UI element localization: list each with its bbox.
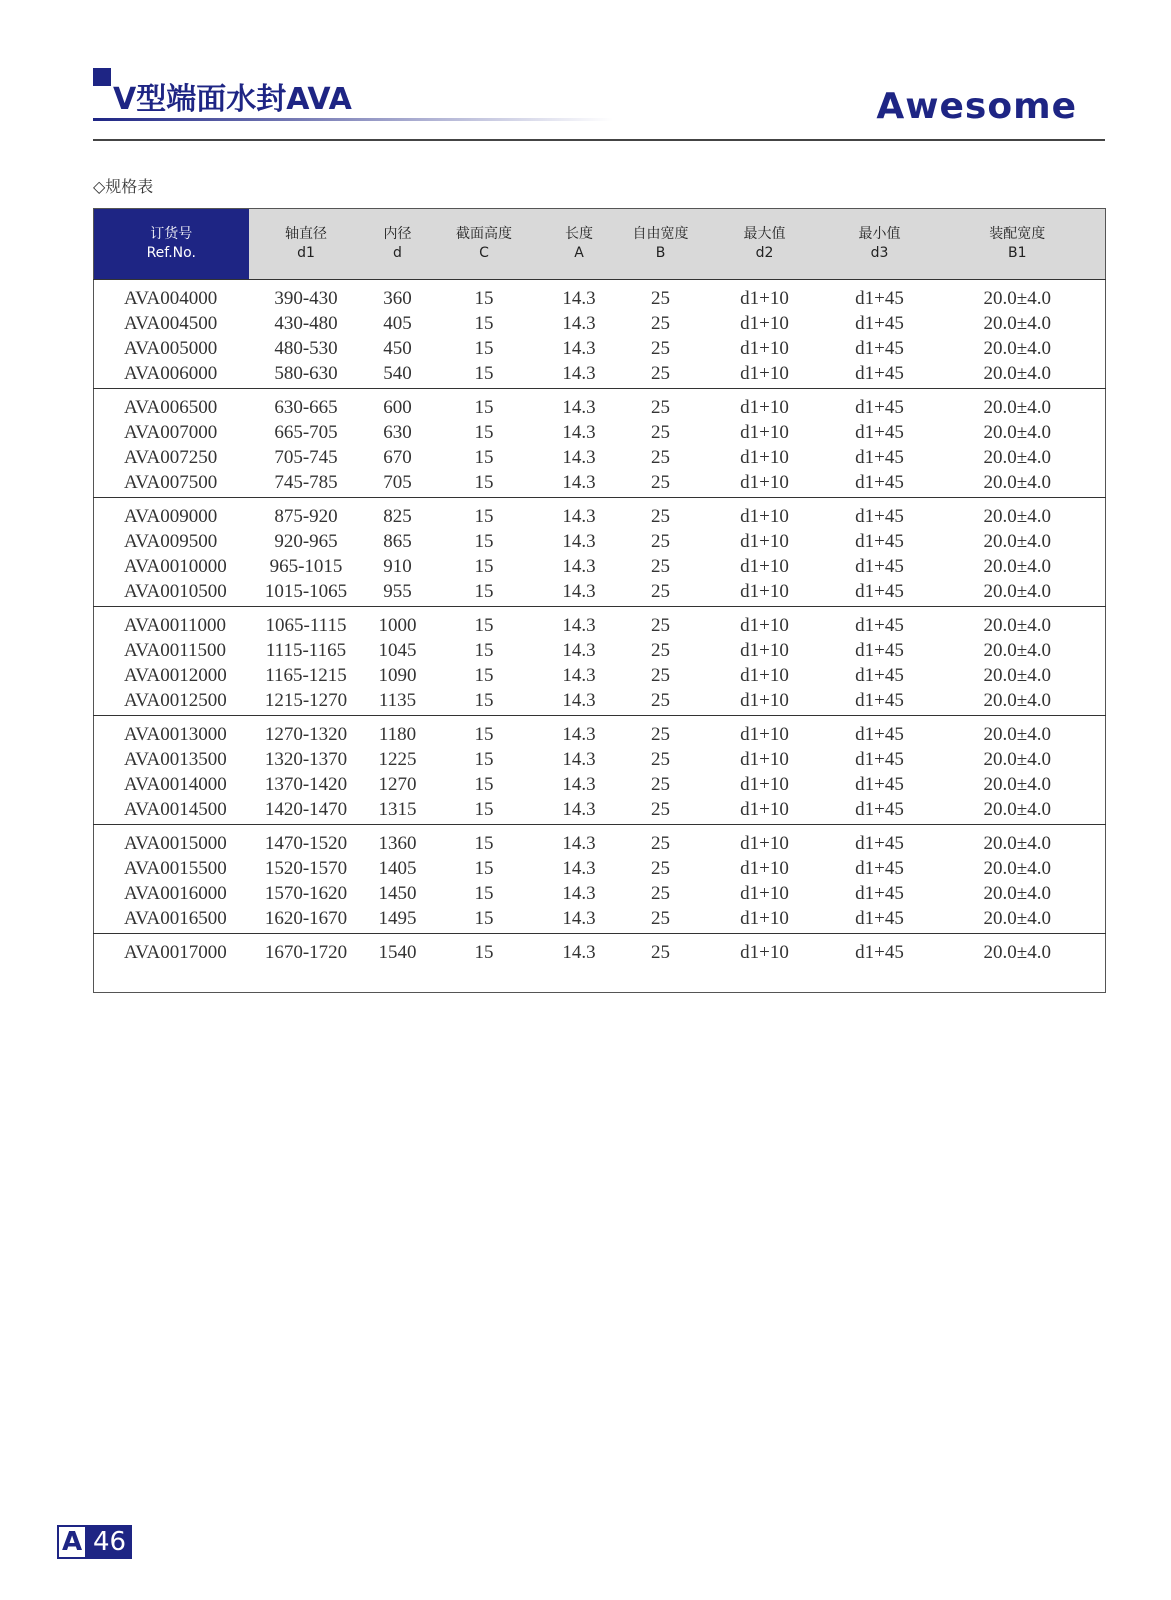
column-header-inner-diameter: 内径 d bbox=[364, 209, 432, 280]
cell-max-value: d1+10 bbox=[740, 530, 789, 552]
table-row bbox=[94, 716, 1106, 748]
cell-assembly-width: 20.0±4.0 bbox=[983, 421, 1051, 443]
cell-ref-no: AVA006500 bbox=[94, 389, 249, 421]
cell-section-height: 15 bbox=[432, 825, 537, 857]
cell-min-value: d1+45 bbox=[855, 446, 904, 468]
cell-max-value: d1+10 bbox=[740, 857, 789, 879]
cell-shaft-diameter: 580-630 bbox=[274, 362, 338, 384]
cell-inner-diameter: 1090 bbox=[378, 664, 417, 686]
cell-free-width: 25 bbox=[622, 498, 700, 530]
column-header-assembly-width: 装配宽度 B1 bbox=[930, 209, 1106, 280]
cell-assembly-width: 20.0±4.0 bbox=[983, 907, 1051, 929]
cell-inner-diameter: 405 bbox=[383, 312, 412, 334]
table-row bbox=[94, 772, 1106, 797]
cell-assembly-width: 20.0±4.0 bbox=[930, 716, 1106, 748]
cell-shaft-diameter: 1670-1720 bbox=[249, 934, 364, 968]
cell-length: 14.3 bbox=[537, 934, 622, 968]
cell-min-value: d1+45 bbox=[855, 580, 904, 602]
table-header-row bbox=[94, 209, 1106, 280]
cell-ref-no: AVA0013000 bbox=[94, 716, 249, 748]
cell-section-height: 15 bbox=[474, 362, 494, 384]
column-header-length: 长度 A bbox=[537, 209, 622, 280]
cell-section-height: 15 bbox=[474, 857, 494, 879]
cell-free-width: 25 bbox=[622, 716, 700, 748]
cell-length: 14.3 bbox=[562, 337, 596, 359]
cell-length: 14.3 bbox=[537, 607, 622, 639]
cell-free-width: 25 bbox=[651, 689, 670, 711]
cell-length: 14.3 bbox=[562, 580, 596, 602]
cell-ref-no: AVA0015500 bbox=[124, 857, 227, 879]
cell-length: 14.3 bbox=[537, 280, 622, 312]
cell-min-value: d1+45 bbox=[830, 498, 930, 530]
cell-shaft-diameter: 1470-1520 bbox=[249, 825, 364, 857]
cell-min-value: d1+45 bbox=[855, 664, 904, 686]
cell-section-height: 15 bbox=[432, 389, 537, 421]
cell-min-value: d1+45 bbox=[855, 882, 904, 904]
cell-assembly-width: 20.0±4.0 bbox=[930, 934, 1106, 968]
cell-max-value: d1+10 bbox=[700, 607, 830, 639]
cell-shaft-diameter: 1015-1065 bbox=[264, 580, 348, 602]
column-header-free-width: 自由宽度 B bbox=[622, 209, 700, 280]
cell-assembly-width: 20.0±4.0 bbox=[983, 882, 1051, 904]
cell-length: 14.3 bbox=[562, 362, 596, 384]
cell-assembly-width: 20.0±4.0 bbox=[930, 825, 1106, 857]
cell-assembly-width: 20.0±4.0 bbox=[983, 689, 1051, 711]
table-empty-cell bbox=[94, 967, 1106, 993]
cell-max-value: d1+10 bbox=[740, 689, 789, 711]
cell-section-height: 15 bbox=[474, 907, 494, 929]
cell-min-value: d1+45 bbox=[855, 639, 904, 661]
cell-section-height: 15 bbox=[474, 446, 494, 468]
brand-logo: Awesome bbox=[876, 86, 1077, 127]
cell-free-width: 25 bbox=[651, 421, 670, 443]
cell-ref-no: AVA007500 bbox=[124, 471, 218, 493]
cell-inner-diameter: 1180 bbox=[364, 716, 432, 748]
cell-free-width: 25 bbox=[651, 471, 670, 493]
table-row bbox=[94, 420, 1106, 445]
cell-min-value: d1+45 bbox=[855, 773, 904, 795]
cell-free-width: 25 bbox=[651, 530, 670, 552]
cell-section-height: 15 bbox=[432, 607, 537, 639]
cell-inner-diameter: 1045 bbox=[378, 639, 417, 661]
cell-assembly-width: 20.0±4.0 bbox=[983, 530, 1051, 552]
cell-ref-no: AVA0014000 bbox=[124, 773, 227, 795]
cell-length: 14.3 bbox=[562, 446, 596, 468]
cell-ref-no: AVA007250 bbox=[124, 446, 218, 468]
cell-max-value: d1+10 bbox=[740, 580, 789, 602]
cell-min-value: d1+45 bbox=[855, 689, 904, 711]
cell-shaft-diameter: 1065-1115 bbox=[249, 607, 364, 639]
page-number: 46 bbox=[87, 1525, 132, 1559]
cell-max-value: d1+10 bbox=[740, 664, 789, 686]
cell-shaft-diameter: 1420-1470 bbox=[264, 798, 348, 820]
cell-section-height: 15 bbox=[474, 689, 494, 711]
page-letter: A bbox=[57, 1525, 87, 1559]
cell-shaft-diameter: 965-1015 bbox=[269, 555, 343, 577]
cell-max-value: d1+10 bbox=[740, 882, 789, 904]
cell-assembly-width: 20.0±4.0 bbox=[930, 389, 1106, 421]
cell-assembly-width: 20.0±4.0 bbox=[983, 748, 1051, 770]
cell-min-value: d1+45 bbox=[855, 337, 904, 359]
cell-free-width: 25 bbox=[651, 798, 670, 820]
cell-max-value: d1+10 bbox=[740, 337, 789, 359]
cell-length: 14.3 bbox=[562, 639, 596, 661]
cell-shaft-diameter: 1520-1570 bbox=[264, 857, 348, 879]
cell-section-height: 15 bbox=[474, 421, 494, 443]
cell-inner-diameter: 705 bbox=[383, 471, 412, 493]
cell-min-value: d1+45 bbox=[830, 825, 930, 857]
cell-section-height: 15 bbox=[432, 716, 537, 748]
cell-inner-diameter: 1000 bbox=[364, 607, 432, 639]
cell-free-width: 25 bbox=[651, 555, 670, 577]
table-row bbox=[94, 663, 1106, 688]
cell-inner-diameter: 1450 bbox=[378, 882, 417, 904]
table-row bbox=[94, 554, 1106, 579]
cell-inner-diameter: 1540 bbox=[364, 934, 432, 968]
table-row bbox=[94, 529, 1106, 554]
cell-shaft-diameter: 390-430 bbox=[249, 280, 364, 312]
cell-min-value: d1+45 bbox=[830, 934, 930, 968]
table-row bbox=[94, 638, 1106, 663]
table-row bbox=[94, 934, 1106, 968]
cell-min-value: d1+45 bbox=[830, 716, 930, 748]
cell-inner-diameter: 1360 bbox=[364, 825, 432, 857]
cell-shaft-diameter: 1165-1215 bbox=[265, 664, 347, 686]
cell-free-width: 25 bbox=[651, 748, 670, 770]
cell-free-width: 25 bbox=[651, 312, 670, 334]
cell-assembly-width: 20.0±4.0 bbox=[983, 773, 1051, 795]
table-row bbox=[94, 747, 1106, 772]
cell-max-value: d1+10 bbox=[740, 748, 789, 770]
cell-ref-no: AVA005000 bbox=[124, 337, 218, 359]
page-title: V型端面水封AVA bbox=[113, 82, 352, 117]
cell-shaft-diameter: 745-785 bbox=[274, 471, 338, 493]
cell-ref-no: AVA0010500 bbox=[124, 580, 227, 602]
cell-max-value: d1+10 bbox=[740, 471, 789, 493]
cell-length: 14.3 bbox=[562, 530, 596, 552]
cell-min-value: d1+45 bbox=[855, 798, 904, 820]
cell-ref-no: AVA0012000 bbox=[124, 664, 227, 686]
cell-max-value: d1+10 bbox=[740, 421, 789, 443]
cell-max-value: d1+10 bbox=[700, 389, 830, 421]
cell-length: 14.3 bbox=[562, 689, 596, 711]
table-row bbox=[94, 579, 1106, 607]
table-row bbox=[94, 445, 1106, 470]
title-square-mark bbox=[93, 68, 111, 86]
cell-min-value: d1+45 bbox=[855, 421, 904, 443]
cell-shaft-diameter: 665-705 bbox=[274, 421, 338, 443]
cell-shaft-diameter: 1215-1270 bbox=[264, 689, 348, 711]
cell-shaft-diameter: 1570-1620 bbox=[264, 882, 348, 904]
cell-shaft-diameter: 480-530 bbox=[274, 337, 338, 359]
cell-max-value: d1+10 bbox=[740, 773, 789, 795]
column-header-ref-no: 订货号 Ref.No. bbox=[94, 209, 249, 280]
spec-table-body bbox=[94, 280, 1106, 993]
cell-section-height: 15 bbox=[474, 580, 494, 602]
cell-free-width: 25 bbox=[651, 907, 670, 929]
cell-free-width: 25 bbox=[651, 362, 670, 384]
table-row bbox=[94, 881, 1106, 906]
cell-section-height: 15 bbox=[474, 555, 494, 577]
cell-max-value: d1+10 bbox=[740, 446, 789, 468]
cell-inner-diameter: 1270 bbox=[378, 773, 417, 795]
cell-ref-no: AVA009000 bbox=[94, 498, 249, 530]
cell-assembly-width: 20.0±4.0 bbox=[983, 446, 1051, 468]
cell-length: 14.3 bbox=[562, 312, 596, 334]
cell-length: 14.3 bbox=[537, 498, 622, 530]
cell-free-width: 25 bbox=[651, 664, 670, 686]
cell-shaft-diameter: 630-665 bbox=[249, 389, 364, 421]
cell-assembly-width: 20.0±4.0 bbox=[983, 664, 1051, 686]
cell-inner-diameter: 1135 bbox=[378, 689, 417, 711]
cell-inner-diameter: 450 bbox=[383, 337, 412, 359]
cell-section-height: 15 bbox=[474, 312, 494, 334]
title-underline bbox=[93, 118, 613, 121]
cell-ref-no: AVA0010000 bbox=[124, 555, 227, 577]
cell-max-value: d1+10 bbox=[740, 362, 789, 384]
cell-inner-diameter: 1495 bbox=[378, 907, 417, 929]
cell-section-height: 15 bbox=[474, 748, 494, 770]
cell-ref-no: AVA0011000 bbox=[94, 607, 249, 639]
cell-min-value: d1+45 bbox=[855, 530, 904, 552]
cell-shaft-diameter: 875-920 bbox=[249, 498, 364, 530]
cell-ref-no: AVA007000 bbox=[124, 421, 218, 443]
cell-inner-diameter: 630 bbox=[383, 421, 412, 443]
cell-free-width: 25 bbox=[651, 446, 670, 468]
cell-shaft-diameter: 1620-1670 bbox=[264, 907, 348, 929]
section-title: ◇规格表 bbox=[93, 177, 154, 196]
column-header-min-value: 最小值 d3 bbox=[830, 209, 930, 280]
cell-length: 14.3 bbox=[562, 748, 596, 770]
column-header-shaft-diameter: 轴直径 d1 bbox=[249, 209, 364, 280]
cell-assembly-width: 20.0±4.0 bbox=[983, 471, 1051, 493]
cell-section-height: 15 bbox=[432, 498, 537, 530]
cell-shaft-diameter: 1115-1165 bbox=[265, 639, 347, 661]
cell-ref-no: AVA0013500 bbox=[124, 748, 227, 770]
table-row bbox=[94, 361, 1106, 389]
header-divider bbox=[93, 139, 1105, 141]
table-row bbox=[94, 280, 1106, 312]
cell-section-height: 15 bbox=[474, 664, 494, 686]
cell-free-width: 25 bbox=[651, 580, 670, 602]
cell-max-value: d1+10 bbox=[700, 934, 830, 968]
cell-inner-diameter: 865 bbox=[383, 530, 412, 552]
table-empty-space bbox=[94, 967, 1106, 993]
cell-section-height: 15 bbox=[474, 471, 494, 493]
cell-free-width: 25 bbox=[651, 773, 670, 795]
cell-free-width: 25 bbox=[651, 639, 670, 661]
cell-min-value: d1+45 bbox=[855, 312, 904, 334]
cell-min-value: d1+45 bbox=[830, 280, 930, 312]
cell-assembly-width: 20.0±4.0 bbox=[983, 798, 1051, 820]
cell-max-value: d1+10 bbox=[700, 498, 830, 530]
cell-section-height: 15 bbox=[474, 337, 494, 359]
page-number-badge bbox=[57, 1523, 132, 1561]
cell-min-value: d1+45 bbox=[830, 389, 930, 421]
cell-length: 14.3 bbox=[562, 421, 596, 443]
cell-assembly-width: 20.0±4.0 bbox=[983, 580, 1051, 602]
cell-length: 14.3 bbox=[562, 773, 596, 795]
cell-max-value: d1+10 bbox=[740, 639, 789, 661]
cell-free-width: 25 bbox=[622, 607, 700, 639]
cell-section-height: 15 bbox=[474, 882, 494, 904]
cell-inner-diameter: 600 bbox=[364, 389, 432, 421]
cell-inner-diameter: 1405 bbox=[378, 857, 417, 879]
cell-ref-no: AVA0012500 bbox=[124, 689, 227, 711]
cell-min-value: d1+45 bbox=[855, 907, 904, 929]
table-row bbox=[94, 825, 1106, 857]
cell-length: 14.3 bbox=[537, 825, 622, 857]
cell-section-height: 15 bbox=[432, 280, 537, 312]
table-row bbox=[94, 336, 1106, 361]
cell-max-value: d1+10 bbox=[700, 825, 830, 857]
cell-ref-no: AVA0011500 bbox=[124, 639, 227, 661]
column-header-max-value: 最大值 d2 bbox=[700, 209, 830, 280]
cell-assembly-width: 20.0±4.0 bbox=[930, 607, 1106, 639]
table-row bbox=[94, 311, 1106, 336]
table-row bbox=[94, 906, 1106, 934]
cell-min-value: d1+45 bbox=[855, 362, 904, 384]
cell-section-height: 15 bbox=[474, 530, 494, 552]
cell-shaft-diameter: 1270-1320 bbox=[249, 716, 364, 748]
cell-ref-no: AVA009500 bbox=[124, 530, 218, 552]
cell-length: 14.3 bbox=[562, 882, 596, 904]
cell-min-value: d1+45 bbox=[830, 607, 930, 639]
table-row bbox=[94, 797, 1106, 825]
cell-ref-no: AVA0014500 bbox=[124, 798, 227, 820]
cell-free-width: 25 bbox=[622, 934, 700, 968]
cell-length: 14.3 bbox=[537, 716, 622, 748]
cell-inner-diameter: 670 bbox=[383, 446, 412, 468]
cell-length: 14.3 bbox=[562, 471, 596, 493]
cell-min-value: d1+45 bbox=[855, 748, 904, 770]
cell-length: 14.3 bbox=[562, 664, 596, 686]
cell-free-width: 25 bbox=[622, 389, 700, 421]
cell-length: 14.3 bbox=[562, 857, 596, 879]
cell-free-width: 25 bbox=[622, 280, 700, 312]
cell-ref-no: AVA004000 bbox=[94, 280, 249, 312]
cell-section-height: 15 bbox=[474, 798, 494, 820]
cell-assembly-width: 20.0±4.0 bbox=[983, 312, 1051, 334]
cell-inner-diameter: 540 bbox=[383, 362, 412, 384]
cell-min-value: d1+45 bbox=[855, 471, 904, 493]
table-row bbox=[94, 498, 1106, 530]
cell-section-height: 15 bbox=[474, 639, 494, 661]
cell-shaft-diameter: 1320-1370 bbox=[264, 748, 348, 770]
cell-section-height: 15 bbox=[432, 934, 537, 968]
cell-length: 14.3 bbox=[537, 389, 622, 421]
cell-free-width: 25 bbox=[651, 882, 670, 904]
cell-length: 14.3 bbox=[562, 555, 596, 577]
cell-max-value: d1+10 bbox=[700, 716, 830, 748]
cell-assembly-width: 20.0±4.0 bbox=[983, 362, 1051, 384]
cell-free-width: 25 bbox=[651, 857, 670, 879]
table-row bbox=[94, 607, 1106, 639]
table-row bbox=[94, 470, 1106, 498]
cell-ref-no: AVA0017000 bbox=[94, 934, 249, 968]
cell-assembly-width: 20.0±4.0 bbox=[983, 337, 1051, 359]
cell-ref-no: AVA0016500 bbox=[124, 907, 227, 929]
cell-section-height: 15 bbox=[474, 773, 494, 795]
cell-ref-no: AVA0015000 bbox=[94, 825, 249, 857]
cell-inner-diameter: 825 bbox=[364, 498, 432, 530]
cell-assembly-width: 20.0±4.0 bbox=[930, 280, 1106, 312]
cell-max-value: d1+10 bbox=[740, 312, 789, 334]
cell-inner-diameter: 1315 bbox=[378, 798, 417, 820]
cell-min-value: d1+45 bbox=[855, 857, 904, 879]
cell-ref-no: AVA004500 bbox=[124, 312, 218, 334]
cell-ref-no: AVA0016000 bbox=[124, 882, 227, 904]
cell-free-width: 25 bbox=[622, 825, 700, 857]
table-row bbox=[94, 856, 1106, 881]
cell-assembly-width: 20.0±4.0 bbox=[930, 498, 1106, 530]
cell-assembly-width: 20.0±4.0 bbox=[983, 555, 1051, 577]
cell-inner-diameter: 910 bbox=[383, 555, 412, 577]
spec-table bbox=[93, 208, 1106, 993]
table-row bbox=[94, 389, 1106, 421]
cell-shaft-diameter: 430-480 bbox=[274, 312, 338, 334]
cell-length: 14.3 bbox=[562, 907, 596, 929]
cell-max-value: d1+10 bbox=[740, 907, 789, 929]
cell-inner-diameter: 360 bbox=[364, 280, 432, 312]
cell-shaft-diameter: 920-965 bbox=[274, 530, 338, 552]
cell-max-value: d1+10 bbox=[700, 280, 830, 312]
cell-shaft-diameter: 705-745 bbox=[274, 446, 338, 468]
cell-ref-no: AVA006000 bbox=[124, 362, 218, 384]
table-row bbox=[94, 688, 1106, 716]
cell-inner-diameter: 1225 bbox=[378, 748, 417, 770]
column-header-section-height: 截面高度 C bbox=[432, 209, 537, 280]
cell-max-value: d1+10 bbox=[740, 798, 789, 820]
cell-assembly-width: 20.0±4.0 bbox=[983, 639, 1051, 661]
cell-length: 14.3 bbox=[562, 798, 596, 820]
cell-assembly-width: 20.0±4.0 bbox=[983, 857, 1051, 879]
cell-inner-diameter: 955 bbox=[383, 580, 412, 602]
cell-min-value: d1+45 bbox=[855, 555, 904, 577]
cell-free-width: 25 bbox=[651, 337, 670, 359]
cell-shaft-diameter: 1370-1420 bbox=[264, 773, 348, 795]
cell-max-value: d1+10 bbox=[740, 555, 789, 577]
